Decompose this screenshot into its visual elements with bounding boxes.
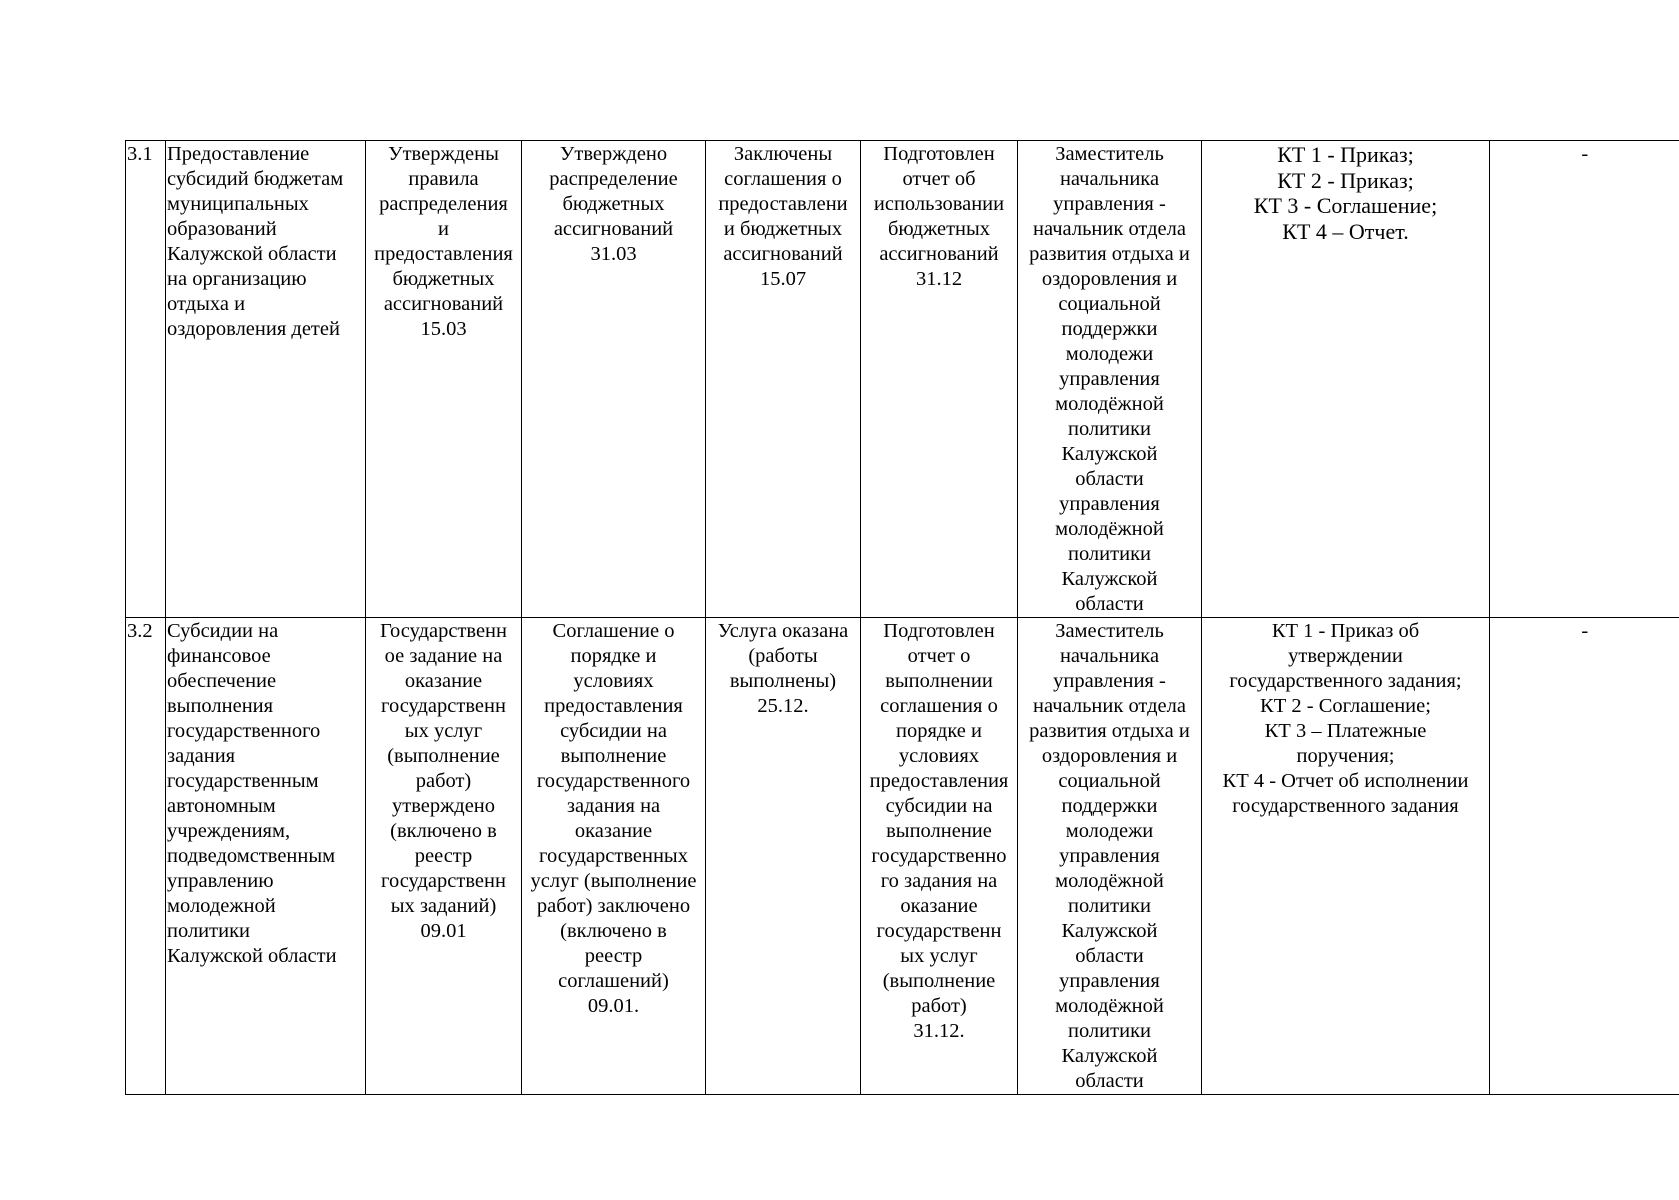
responsible-person-cell: Заместитель начальника управления - начальник отдела развития отдыха и оздоровления и социальной поддержки молодежи управления молодёжной политики Калужской области управления молодёжной политики Калужской области bbox=[1018, 618, 1202, 1095]
extra-cell: - bbox=[1490, 141, 1679, 618]
event-name-cell: Предоставление субсидий бюджетам муниципальных образований Калужской области на организацию отдыха и оздоровления детей bbox=[166, 141, 366, 618]
control-point-2-cell: Соглашение о порядке и условиях предоставления субсидии на выполнение государственного задания на оказание государственных услуг (выполнение работ) заключено (включено в реестр соглашений) 09.01. bbox=[522, 618, 706, 1095]
control-point-4-cell: Подготовлен отчет о выполнении соглашения о порядке и условиях предоставления субсидии на выполнение государственно го задания на оказание государственн ых услуг (выполнение работ) 31.12. bbox=[861, 618, 1018, 1095]
extra-cell: - bbox=[1490, 618, 1679, 1095]
control-point-1-cell: Государственн ое задание на оказание государственн ых услуг (выполнение работ) утверждено (включено в реестр государственн ых заданий) 09.01 bbox=[366, 618, 522, 1095]
control-point-3-cell: Услуга оказана (работы выполнены) 25.12. bbox=[706, 618, 861, 1095]
responsible-person-cell: Заместитель начальника управления - начальник отдела развития отдыха и оздоровления и социальной поддержки молодежи управления молодёжной политики Калужской области управления молодёжной политики Калужской области bbox=[1018, 141, 1202, 618]
control-point-4-cell: Подготовлен отчет об использовании бюджетных ассигнований 31.12 bbox=[861, 141, 1018, 618]
documents-cell: КТ 1 - Приказ; КТ 2 - Приказ; КТ 3 - Соглашение; КТ 4 – Отчет. bbox=[1202, 141, 1490, 618]
control-point-2-cell: Утверждено распределение бюджетных ассигнований 31.03 bbox=[522, 141, 706, 618]
table-row bbox=[126, 618, 1679, 1095]
row-number: 3.1 bbox=[126, 141, 166, 618]
control-point-1-cell: Утверждены правила распределения и предоставления бюджетных ассигнований 15.03 bbox=[366, 141, 522, 618]
measures-table bbox=[125, 140, 1679, 1095]
control-point-3-cell: Заключены соглашения о предоставлени и бюджетных ассигнований 15.07 bbox=[706, 141, 861, 618]
documents-cell: КТ 1 - Приказ об утверждении государственного задания; КТ 2 - Соглашение; КТ 3 – Платежные поручения; КТ 4 - Отчет об исполнении государственного задания bbox=[1202, 618, 1490, 1095]
table-row bbox=[126, 141, 1679, 618]
event-name-cell: Субсидии на финансовое обеспечение выполнения государственного задания государственным автономным учреждениям, подведомственным управлению молодежной политики Калужской области bbox=[166, 618, 366, 1095]
row-number: 3.2 bbox=[126, 618, 166, 1095]
